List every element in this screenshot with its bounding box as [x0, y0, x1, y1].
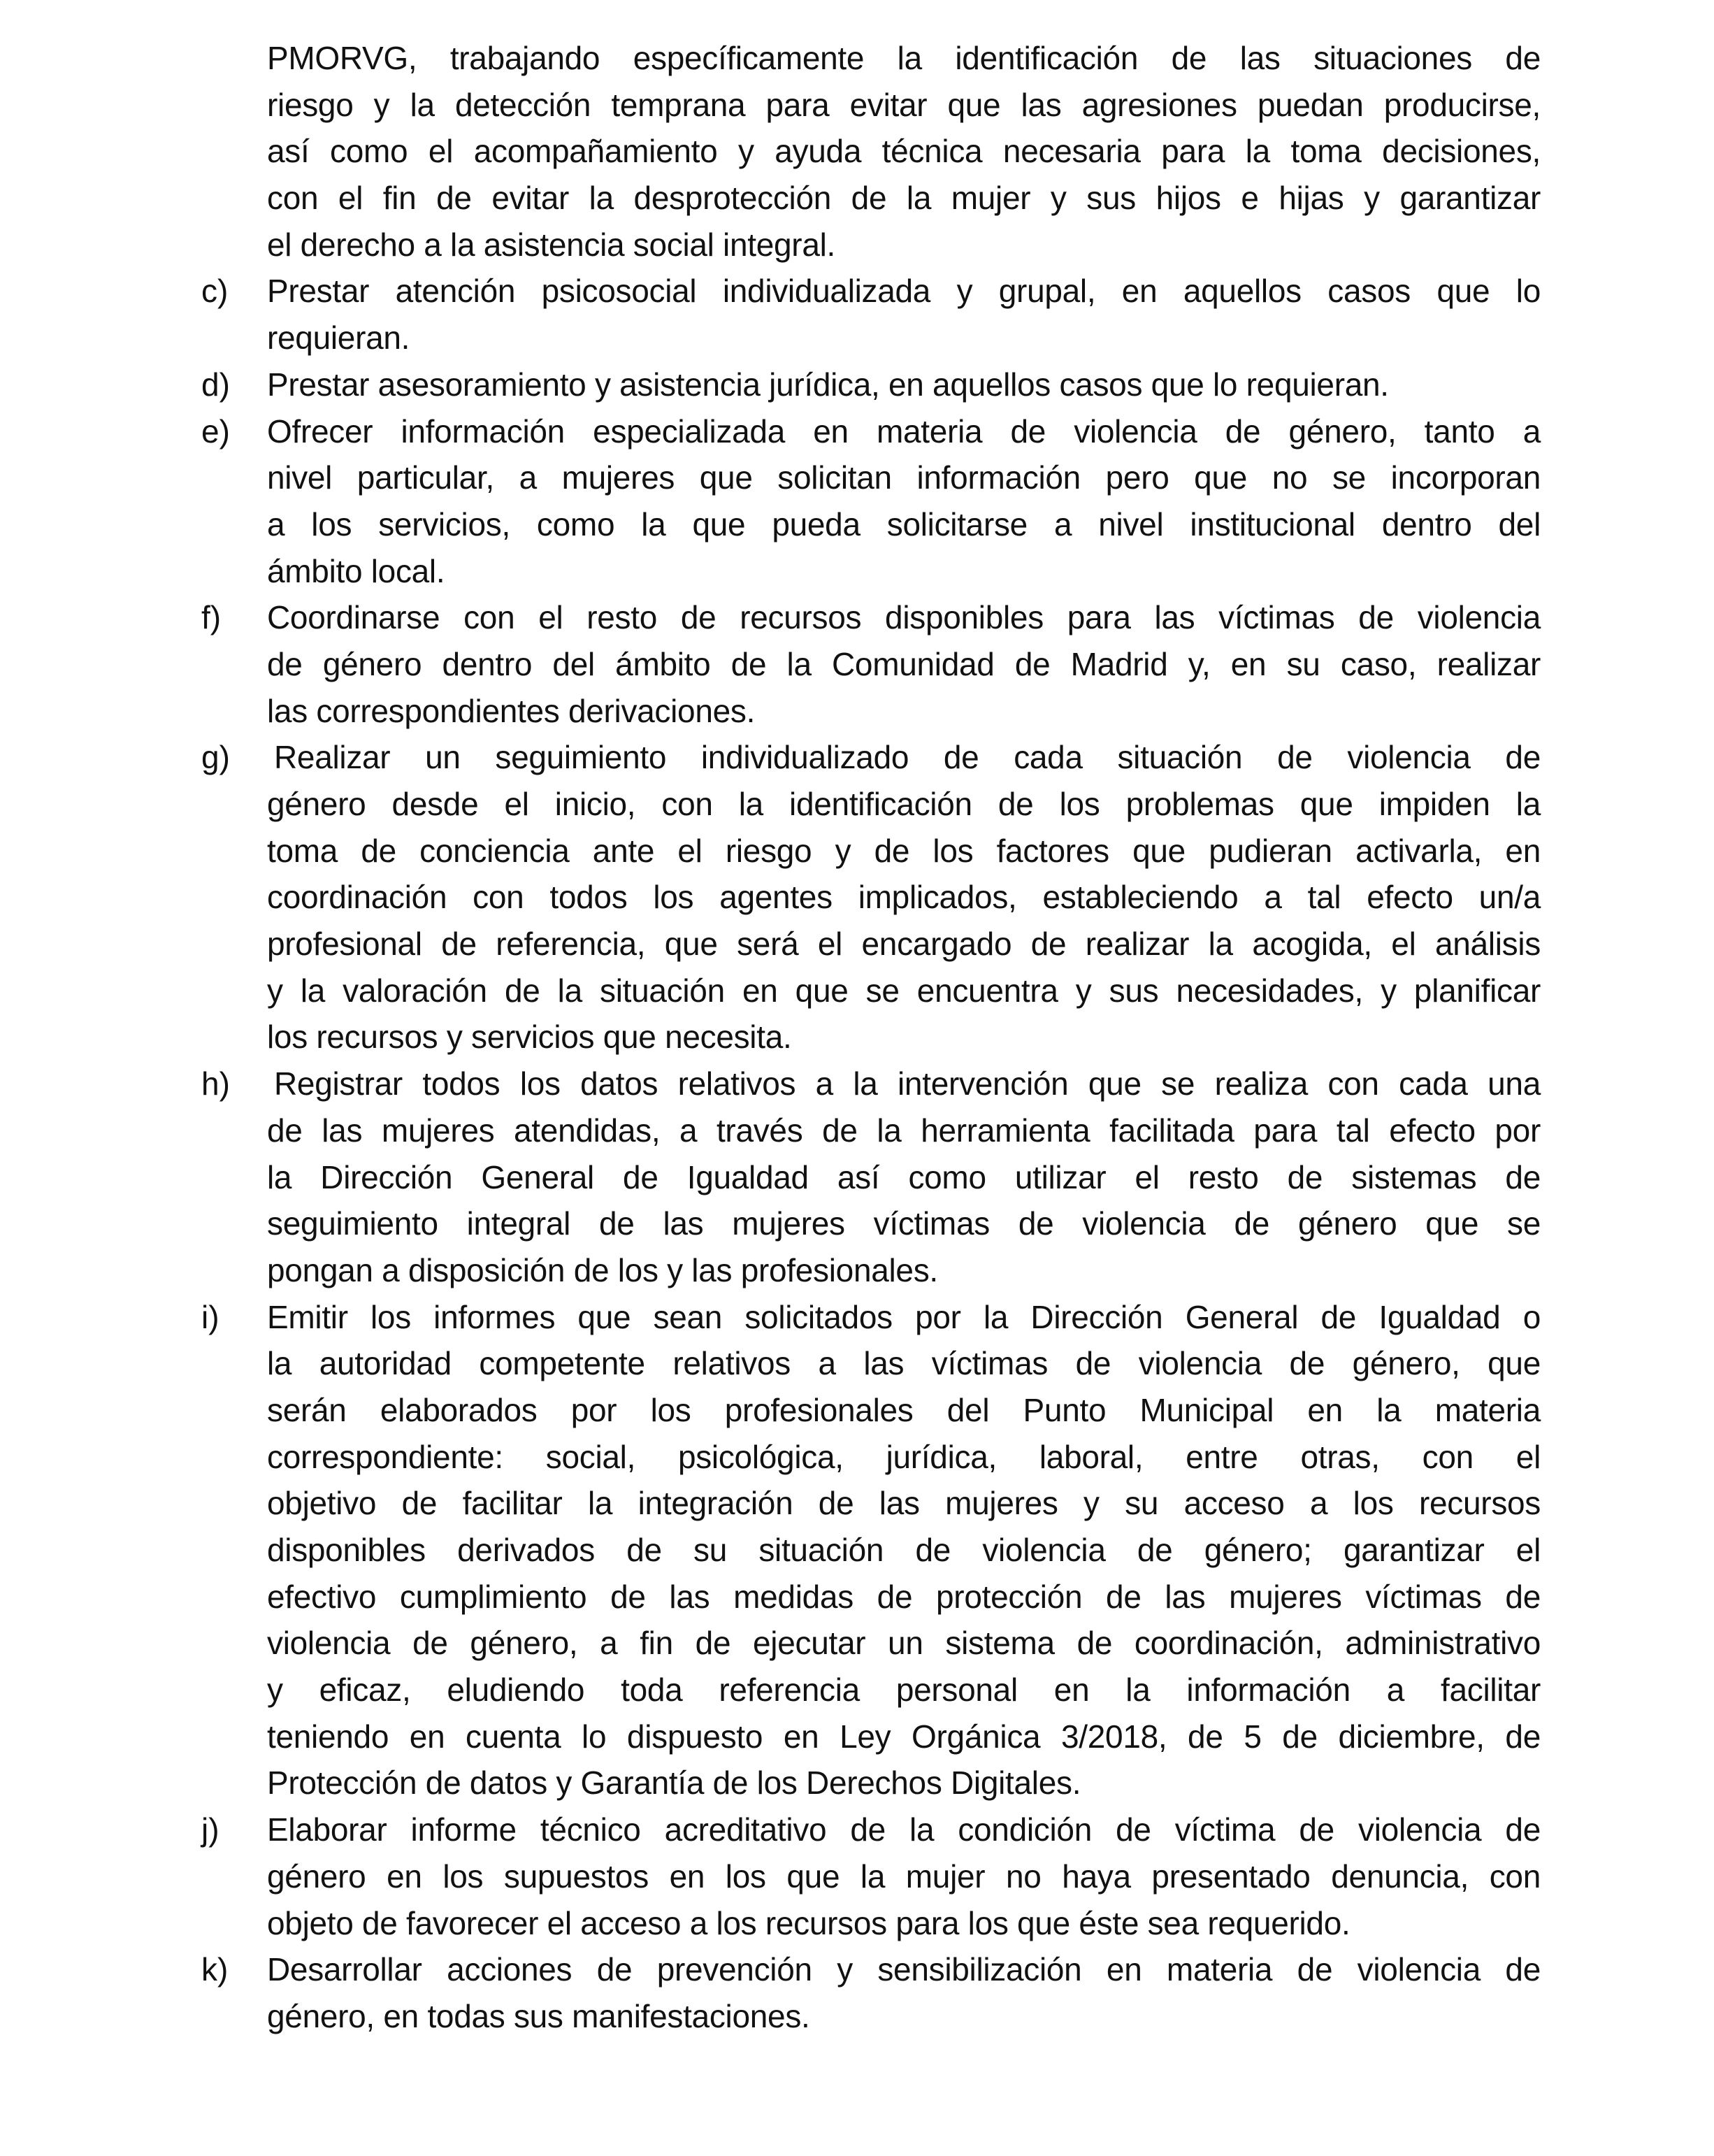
text-line: género, en todas sus manifestaciones. [267, 1997, 810, 2034]
text-line: Registrar todos los datos relativos a la intervención que se realiza con cada una [274, 1065, 1541, 1102]
text-line: coordinación con todos los agentes implicados, estableciendo a tal efecto un/a [267, 879, 1541, 916]
text-line: teniendo en cuenta lo dispuesto en Ley Orgánica 3/2018, de 5 de diciembre, de [267, 1718, 1541, 1755]
text-line: disponibles derivados de su situación de violencia de género; garantizar el [267, 1532, 1541, 1568]
list-item-label: k) [201, 1951, 229, 1988]
text-line: Realizar un seguimiento individualizado de cada situación de violencia de [274, 739, 1541, 776]
text-line: con el fin de evitar la desprotección de la mujer y sus hijos e hijas y garantizar [267, 180, 1541, 217]
list-item [0, 361, 1714, 408]
list-item [0, 1061, 1714, 1293]
text-line: de las mujeres atendidas, a través de la herramienta facilitada para tal efecto por [267, 1112, 1541, 1149]
text-line: género desde el inicio, con la identificación de los problemas que impiden la [267, 786, 1541, 822]
list-item-label: g) [201, 739, 230, 776]
text-line: y la valoración de la situación en que se encuentra y sus necesidades, y planificar [267, 972, 1541, 1009]
list-item-label: d) [201, 366, 230, 403]
paragraph-continuation [0, 35, 1714, 268]
list-item [0, 1806, 1714, 1946]
text-line: Desarrollar acciones de prevención y sensibilización en materia de violencia de [267, 1951, 1541, 1988]
list-item-label: i) [201, 1298, 219, 1335]
text-line: el derecho a la asistencia social integral. [267, 226, 836, 263]
text-line: efectivo cumplimiento de las medidas de protección de las mujeres víctimas de [267, 1578, 1541, 1615]
text-line: Ofrecer información especializada en materia de violencia de género, tanto a [267, 412, 1541, 450]
text-line: requieran. [267, 319, 410, 357]
text-line: riesgo y la detección temprana para evitar que las agresiones puedan producirse, [267, 86, 1541, 123]
text-line: toma de conciencia ante el riesgo y de los factores que pudieran activarla, en [267, 832, 1541, 869]
text-line: violencia de género, a fin de ejecutar un sistema de coordinación, administrativo [267, 1625, 1541, 1662]
list-item [0, 268, 1714, 361]
text-line: Prestar atención psicosocial individualizada y grupal, en aquellos casos que lo [267, 273, 1541, 310]
text-line: género en los supuestos en los que la mujer no haya presentado denuncia, con [267, 1857, 1541, 1895]
list-item [0, 1946, 1714, 2039]
text-line: correspondiente: social, psicológica, jurídica, laboral, entre otras, con el [267, 1438, 1541, 1475]
list-item-label: c) [201, 273, 229, 310]
text-line: Emitir los informes que sean solicitados por la Dirección General de Igualdad o [267, 1298, 1541, 1335]
text-line: los recursos y servicios que necesita. [267, 1019, 792, 1056]
text-line: así como el acompañamiento y ayuda técnica necesaria para la toma decisiones, [267, 133, 1541, 170]
list-item-label: f) [201, 599, 222, 636]
text-line: Prestar asesoramiento y asistencia jurídica, en aquellos casos que lo requieran. [267, 366, 1389, 403]
text-line: objetivo de facilitar la integración de las mujeres y su acceso a los recursos [267, 1485, 1541, 1522]
text-line: Coordinarse con el resto de recursos disponibles para las víctimas de violencia [267, 599, 1541, 636]
text-line: PMORVG, trabajando específicamente la identificación de las situaciones de [267, 40, 1541, 76]
text-line: la Dirección General de Igualdad así como utilizar el resto de sistemas de [267, 1158, 1541, 1195]
text-line: a los servicios, como la que pueda solicitarse a nivel institucional dentro del [267, 505, 1541, 542]
text-line: y eficaz, eludiendo toda referencia personal en la información a facilitar [267, 1672, 1541, 1709]
list-item-label: h) [201, 1065, 230, 1102]
list-item [0, 1294, 1714, 1807]
text-line: de género dentro del ámbito de la Comunidad de Madrid y, en su caso, realizar [267, 645, 1541, 682]
text-line: las correspondientes derivaciones. [267, 692, 756, 729]
text-line: objeto de favorecer el acceso a los recursos para los que éste sea requerido. [267, 1904, 1351, 1941]
text-line: profesional de referencia, que será el encargado de realizar la acogida, el análisis [267, 926, 1541, 963]
text-line: la autoridad competente relativos a las víctimas de violencia de género, que [267, 1345, 1541, 1382]
text-line: serán elaborados por los profesionales del Punto Municipal en la materia [267, 1391, 1541, 1428]
list-item [0, 594, 1714, 734]
list-item-label: e) [201, 412, 230, 450]
text-line: seguimiento integral de las mujeres víctimas de violencia de género que se [267, 1205, 1541, 1242]
list-item [0, 734, 1714, 1061]
text-line: Protección de datos y Garantía de los Derechos Digitales. [267, 1765, 1081, 1802]
document-body [0, 35, 1714, 2040]
list-item [0, 408, 1714, 595]
text-line: pongan a disposición de los y las profesionales. [267, 1251, 938, 1288]
list-item-label: j) [201, 1811, 219, 1848]
text-line: Elaborar informe técnico acreditativo de la condición de víctima de violencia de [267, 1811, 1541, 1848]
text-line: nivel particular, a mujeres que solicitan información pero que no se incorporan [267, 459, 1541, 496]
text-line: ámbito local. [267, 552, 445, 589]
